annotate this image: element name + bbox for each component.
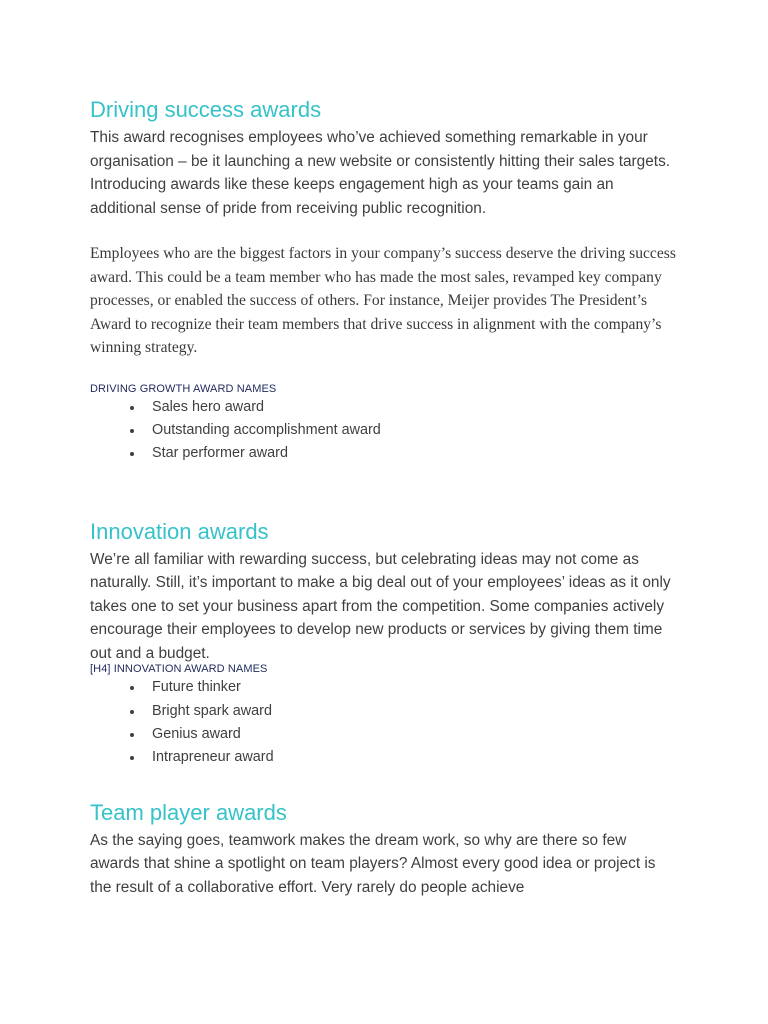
list-item: Future thinker bbox=[90, 676, 680, 699]
list-item: Intrapreneur award bbox=[90, 746, 680, 769]
list-item: Bright spark award bbox=[90, 700, 680, 723]
award-list-driving-growth bbox=[90, 396, 680, 466]
bullet-icon bbox=[130, 452, 134, 456]
bullet-icon bbox=[130, 756, 134, 760]
list-item: Genius award bbox=[90, 723, 680, 746]
section-detail-driving-success: Employees who are the biggest factors in your company’s success deserve the driving success award. This could be a team member who has made the most sales, revamped key company processes, or enabled the success of others. For instance, Meijer provides The President’s Award to recognize their team members that drive success in alignment with the company’s winning strategy. bbox=[90, 245, 676, 356]
list-item: Outstanding accomplishment award bbox=[90, 419, 680, 442]
section-intro-innovation: We’re all familiar with rewarding success, but celebrating ideas may not come as naturally. Still, it’s important to make a big deal out of your employees’ ideas as it only takes one to set your business apart from the competition. Some companies actively encourage their employees to develop new products or services by giving them time out and a budget. bbox=[90, 550, 671, 662]
section-heading-team-player: Team player awards bbox=[90, 799, 287, 825]
document-page bbox=[90, 95, 680, 899]
list-heading-driving-growth: DRIVING GROWTH AWARD NAMES bbox=[90, 382, 277, 395]
bullet-icon bbox=[130, 733, 134, 737]
section-heading-innovation: Innovation awards bbox=[90, 518, 269, 544]
award-list-innovation bbox=[90, 676, 680, 770]
section-intro-driving-success: This award recognises employees who’ve achieved something remarkable in your organisation – be it launching a new website or consistently hitting their sales targets. Introducing awards like these keeps engagement high as your teams gain an additional sense of pride from receiving public recognition. bbox=[90, 129, 671, 217]
list-item: Star performer award bbox=[90, 442, 680, 465]
list-heading-innovation: [H4] INNOVATION AWARD NAMES bbox=[90, 663, 268, 676]
bullet-icon bbox=[130, 710, 134, 714]
bullet-icon bbox=[130, 406, 134, 410]
section-heading-driving-success: Driving success awards bbox=[90, 97, 322, 122]
list-item: Sales hero award bbox=[90, 396, 680, 419]
section-intro-team-player: As the saying goes, teamwork makes the dream work, so why are there so few awards that shine a spotlight on team players? Almost every good idea or project is the result of a collaborative effort. Very rarely do people achieve bbox=[90, 831, 656, 896]
bullet-icon bbox=[130, 429, 134, 433]
bullet-icon bbox=[130, 686, 134, 690]
